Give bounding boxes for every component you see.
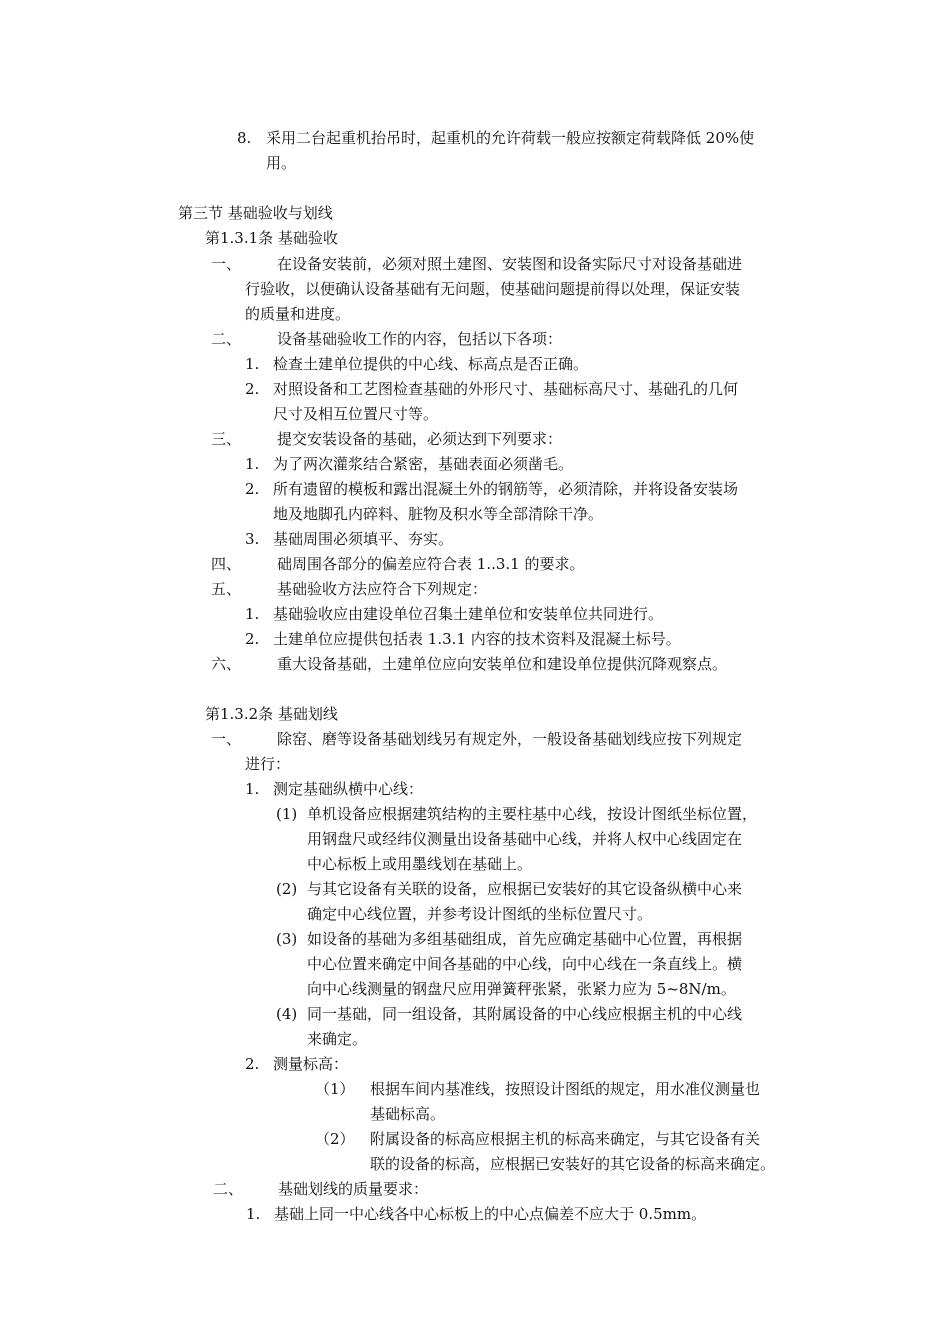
sub-item-line: 来确定。 bbox=[307, 1030, 368, 1048]
list-number: 1. bbox=[245, 605, 260, 623]
sub-item-line: 中心标板上或用墨线划在基础上。 bbox=[307, 855, 533, 873]
sub-item-line: 联的设备的标高，应根据已安装好的其它设备的标高来确定。 bbox=[370, 1155, 776, 1173]
list-number: 2. bbox=[245, 480, 260, 498]
paragraph-line: 设备基础验收工作的内容，包括以下各项： bbox=[277, 330, 563, 348]
sub-item-number: (1) bbox=[276, 805, 298, 823]
paragraph-line: 提交安装设备的基础，必须达到下列要求： bbox=[277, 430, 563, 448]
paragraph-line: 重大设备基础，土建单位应向安装单位和建设单位提供沉降观察点。 bbox=[277, 655, 728, 673]
sub-item-line: 如设备的基础为多组基础组成，首先应确定基础中心位置，再根据 bbox=[307, 930, 743, 948]
clause-number: 一、 bbox=[211, 255, 242, 273]
list-number: 8. bbox=[237, 129, 252, 147]
list-number: 3. bbox=[245, 530, 260, 548]
clause-number: 四、 bbox=[211, 555, 242, 573]
sub-item-line: 确定中心线位置，并参考设计图纸的坐标位置尺寸。 bbox=[307, 905, 653, 923]
sub-item-number: (3) bbox=[276, 930, 298, 948]
paragraph-line: 用。 bbox=[266, 154, 297, 172]
paragraph-line: 采用二台起重机抬吊时，起重机的允许荷载一般应按额定荷载降低 20%使 bbox=[266, 129, 755, 147]
list-item-line: 检查土建单位提供的中心线、标高点是否正确。 bbox=[273, 355, 589, 373]
sub-item-line: 基础标高。 bbox=[370, 1105, 446, 1123]
list-item-line: 测定基础纵横中心线： bbox=[273, 780, 424, 798]
list-number: 1. bbox=[245, 455, 260, 473]
article-heading: 第1.3.1条 基础验收 bbox=[205, 229, 338, 247]
article-heading: 第1.3.2条 基础划线 bbox=[205, 705, 338, 723]
list-number: 1. bbox=[246, 1205, 261, 1223]
section-title: 第三节 基础验收与划线 bbox=[178, 204, 333, 222]
clause-number: 二、 bbox=[211, 330, 242, 348]
sub-item-line: 用钢盘尺或经纬仪测量出设备基础中心线，并将人权中心线固定在 bbox=[307, 830, 743, 848]
sub-item-number: （2） bbox=[315, 1130, 355, 1148]
list-item-line: 基础周围必须填平、夯实。 bbox=[273, 530, 454, 548]
paragraph-line: 基础划线的质量要求： bbox=[278, 1180, 429, 1198]
list-item-line: 测量标高： bbox=[273, 1055, 349, 1073]
list-item-line: 地及地脚孔内碎料、脏物及积水等全部清除干净。 bbox=[273, 505, 604, 523]
sub-item-line: 附属设备的标高应根据主机的标高来确定，与其它设备有关 bbox=[370, 1130, 761, 1148]
paragraph-line: 的质量和进度。 bbox=[245, 305, 351, 323]
clause-number: 六、 bbox=[211, 655, 242, 673]
sub-item-line: 与其它设备有关联的设备，应根据已安装好的其它设备纵横中心来 bbox=[307, 880, 743, 898]
clause-number: 三、 bbox=[211, 430, 242, 448]
paragraph-line: 进行： bbox=[245, 755, 291, 773]
sub-item-line: 单机设备应根据建筑结构的主要柱基中心线，按设计图纸坐标位置， bbox=[307, 805, 758, 823]
list-number: 1. bbox=[245, 780, 260, 798]
list-number: 2. bbox=[245, 1055, 260, 1073]
list-item-line: 尺寸及相互位置尺寸等。 bbox=[273, 405, 439, 423]
sub-item-line: 同一基础，同一组设备，其附属设备的中心线应根据主机的中心线 bbox=[307, 1005, 743, 1023]
sub-item-line: 中心位置来确定中间各基础的中心线，向中心线在一条直线上。横 bbox=[307, 955, 743, 973]
sub-item-line: 根据车间内基准线，按照设计图纸的规定，用水准仪测量也 bbox=[370, 1080, 761, 1098]
clause-number: 五、 bbox=[211, 580, 242, 598]
paragraph-line: 行验收，以便确认设备基础有无问题，使基础问题提前得以处理，保证安装 bbox=[245, 280, 741, 298]
list-item-line: 所有遗留的模板和露出混凝土外的钢筋等，必须清除，并将设备安装场 bbox=[273, 480, 739, 498]
list-item-line: 为了两次灌浆结合紧密，基础表面必须凿毛。 bbox=[273, 455, 574, 473]
list-number: 2. bbox=[245, 630, 260, 648]
clause-number: 二、 bbox=[213, 1180, 244, 1198]
paragraph-line: 础周围各部分的偏差应符合表 1..3.1 的要求。 bbox=[277, 555, 585, 573]
list-item-line: 对照设备和工艺图检查基础的外形尺寸、基础标高尺寸、基础孔的几何 bbox=[273, 380, 739, 398]
list-item-line: 基础验收应由建设单位召集土建单位和安装单位共同进行。 bbox=[273, 605, 664, 623]
list-number: 2. bbox=[245, 380, 260, 398]
list-number: 1. bbox=[245, 355, 260, 373]
list-item-line: 土建单位应提供包括表 1.3.1 内容的技术资料及混凝土标号。 bbox=[273, 630, 681, 648]
list-item-line: 基础上同一中心线各中心标板上的中心点偏差不应大于 0.5mm。 bbox=[274, 1205, 707, 1223]
paragraph-line: 在设备安装前，必须对照土建图、安装图和设备实际尺寸对设备基础进 bbox=[277, 255, 743, 273]
paragraph-line: 除窑、磨等设备基础划线另有规定外，一般设备基础划线应按下列规定 bbox=[277, 730, 743, 748]
clause-number: 一、 bbox=[211, 730, 242, 748]
sub-item-number: (4) bbox=[276, 1005, 298, 1023]
sub-item-number: （1） bbox=[315, 1080, 355, 1098]
paragraph-line: 基础验收方法应符合下列规定： bbox=[277, 580, 488, 598]
sub-item-line: 向中心线测量的钢盘尺应用弹簧秤张紧，张紧力应为 5~8N/m。 bbox=[307, 980, 736, 998]
sub-item-number: (2) bbox=[276, 880, 298, 898]
